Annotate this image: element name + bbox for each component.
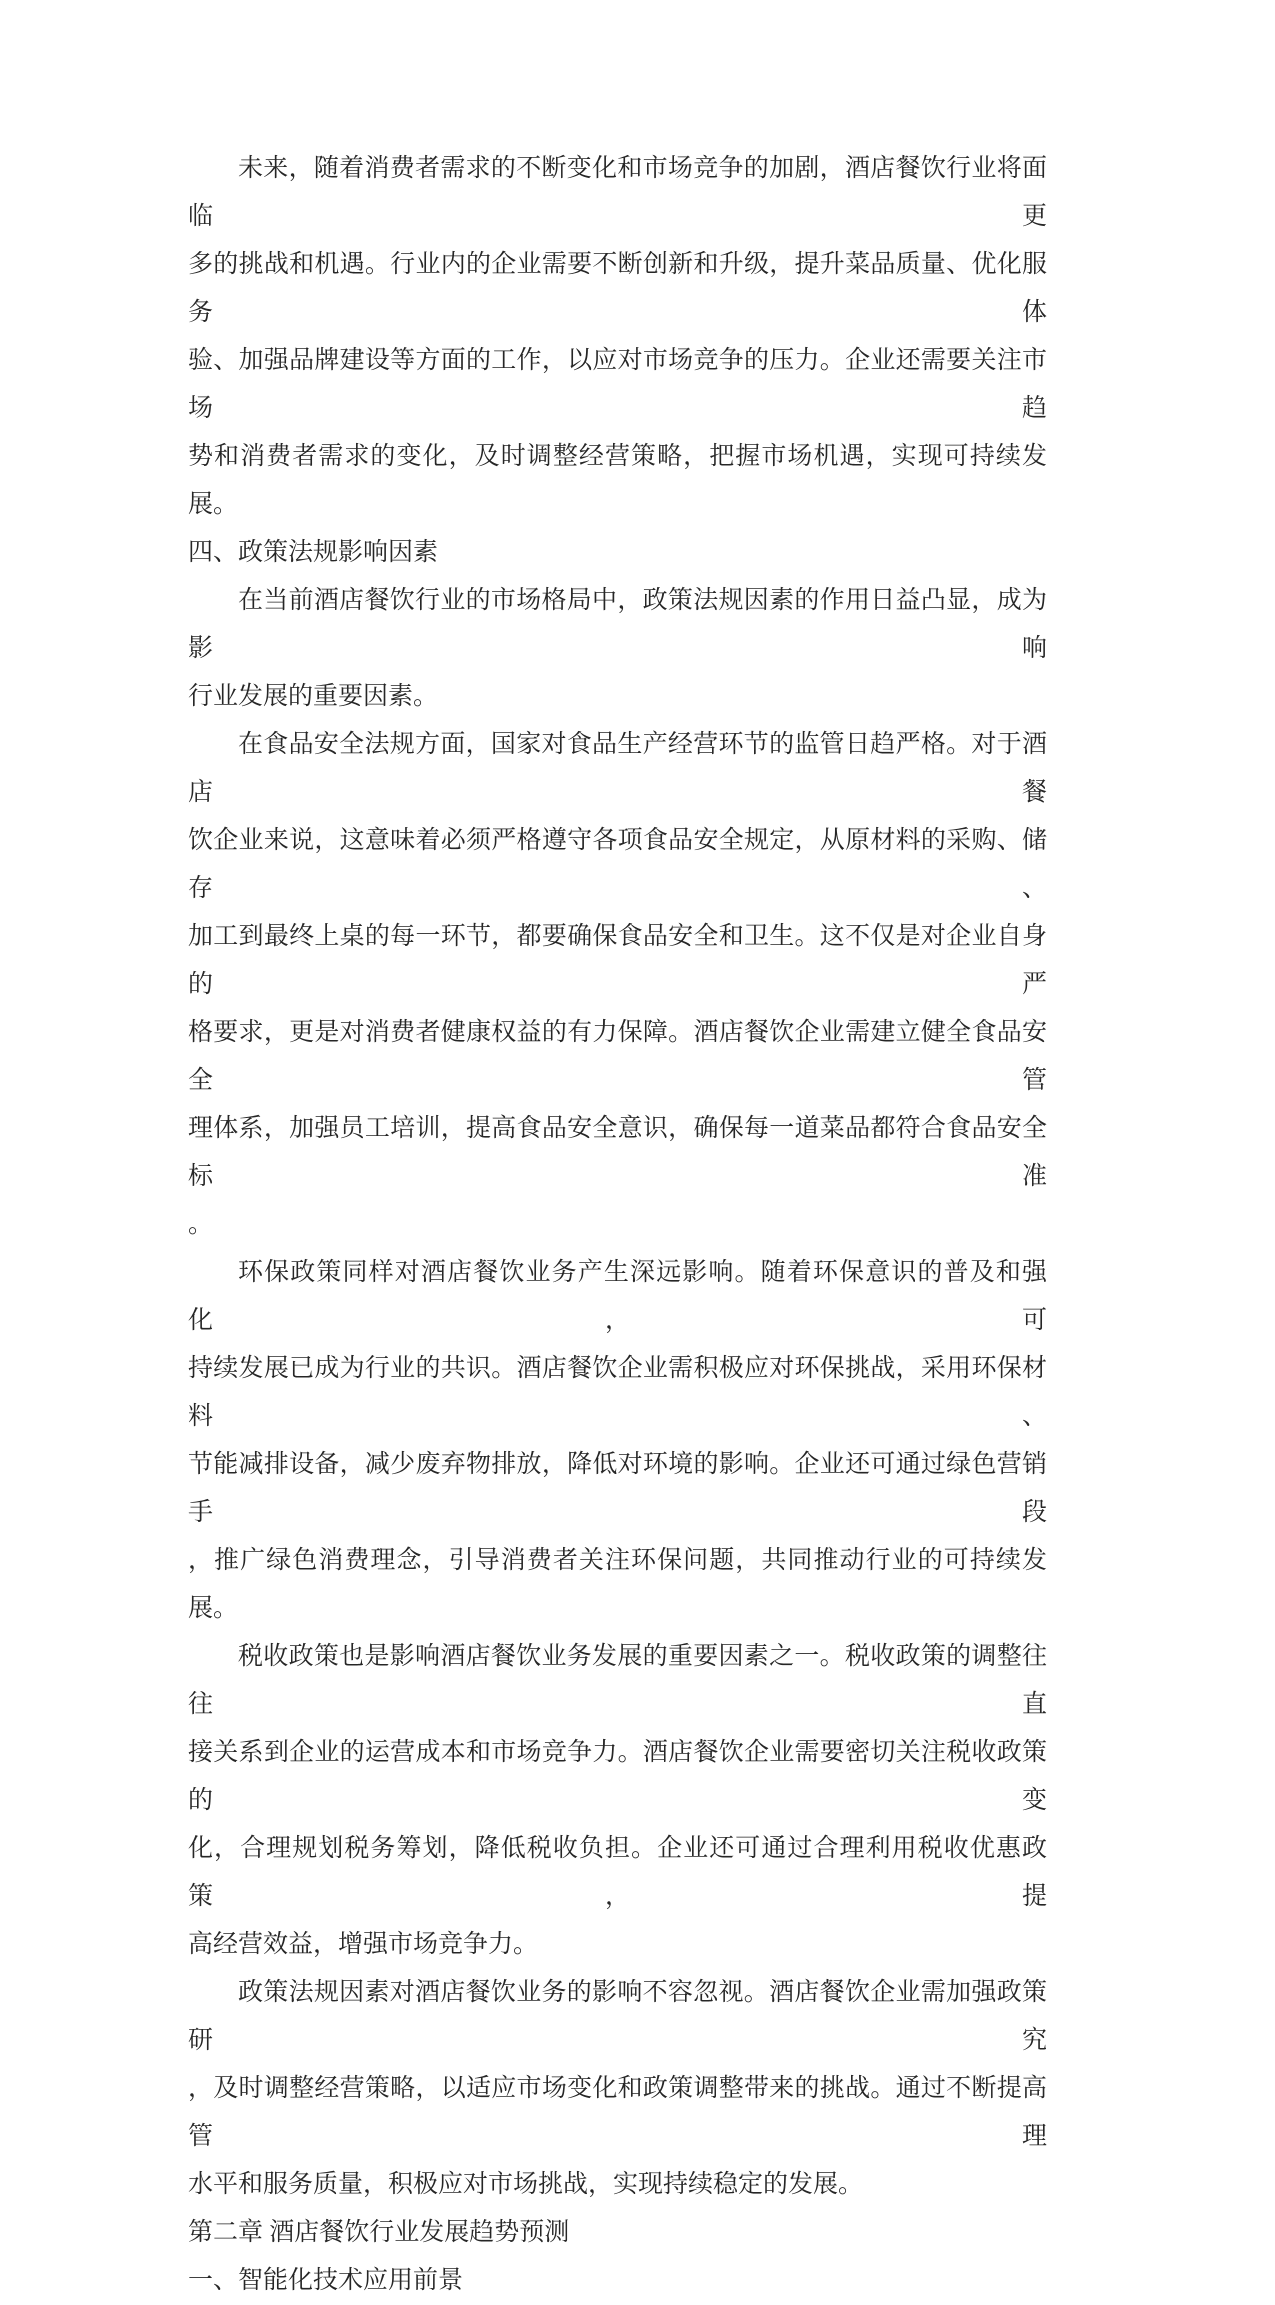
body-text-line: 节能减排设备，减少废弃物排放，降低对环境的影响。企业还可通过绿色营销手段: [188, 1451, 1047, 1526]
body-text-line: 加工到最终上桌的每一环节，都要确保食品安全和卫生。这不仅是对企业自身的严: [188, 923, 1047, 998]
body-text-line: 理体系，加强员工培训，提高食品安全意识，确保每一道菜品都符合食品安全标准: [188, 1115, 1047, 1190]
body-text-line: 未来，随着消费者需求的不断变化和市场竞争的加剧，酒店餐饮行业将面临更: [188, 155, 1047, 230]
body-text-line: ，推广绿色消费理念，引导消费者关注环保问题，共同推动行业的可持续发展。: [188, 1547, 1047, 1622]
document-body: [188, 145, 1047, 2305]
body-text-line: 水平和服务质量，积极应对市场挑战，实现持续稳定的发展。: [188, 2171, 864, 2198]
body-text-line: 行业发展的重要因素。: [188, 683, 439, 710]
body-text-line: 政策法规因素对酒店餐饮业务的影响不容忽视。酒店餐饮企业需加强政策研究: [188, 1979, 1047, 2054]
body-text-line: 势和消费者需求的变化，及时调整经营策略，把握市场机遇，实现可持续发展。: [188, 443, 1047, 518]
section-heading-line: 四、政策法规影响因素: [188, 539, 439, 566]
body-text-line: 多的挑战和机遇。行业内的企业需要不断创新和升级，提升菜品质量、优化服务体: [188, 251, 1047, 326]
body-text-line: 化，合理规划税务筹划，降低税收负担。企业还可通过合理利用税收优惠政策，提: [188, 1835, 1047, 1910]
body-text-line: 在当前酒店餐饮行业的市场格局中，政策法规因素的作用日益凸显，成为影响: [188, 587, 1047, 662]
body-text-line: ，及时调整经营策略，以适应市场变化和政策调整带来的挑战。通过不断提高管理: [188, 2075, 1047, 2150]
body-text-line: 饮企业来说，这意味着必须严格遵守各项食品安全规定，从原材料的采购、储存、: [188, 827, 1047, 902]
chapter-heading-line: 第二章 酒店餐饮行业发展趋势预测: [188, 2219, 570, 2246]
body-text-line: 接关系到企业的运营成本和市场竞争力。酒店餐饮企业需要密切关注税收政策的变: [188, 1739, 1047, 1814]
body-text-line: 验、加强品牌建设等方面的工作，以应对市场竞争的压力。企业还需要关注市场趋: [188, 347, 1047, 422]
body-text-line: 在食品安全法规方面，国家对食品生产经营环节的监管日趋严格。对于酒店餐: [188, 731, 1047, 806]
body-text-line: 高经营效益，增强市场竞争力。: [188, 1931, 539, 1958]
body-text-line: 环保政策同样对酒店餐饮业务产生深远影响。随着环保意识的普及和强化，可: [188, 1259, 1047, 1334]
section-heading-line: 一、智能化技术应用前景: [188, 2267, 464, 2294]
body-text-line: 税收政策也是影响酒店餐饮业务发展的重要因素之一。税收政策的调整往往直: [188, 1643, 1047, 1718]
body-text-line: 。: [188, 1211, 214, 1238]
body-text-line: 格要求，更是对消费者健康权益的有力保障。酒店餐饮企业需建立健全食品安全管: [188, 1019, 1047, 1094]
body-text-line: 持续发展已成为行业的共识。酒店餐饮企业需积极应对环保挑战，采用环保材料、: [188, 1355, 1047, 1430]
